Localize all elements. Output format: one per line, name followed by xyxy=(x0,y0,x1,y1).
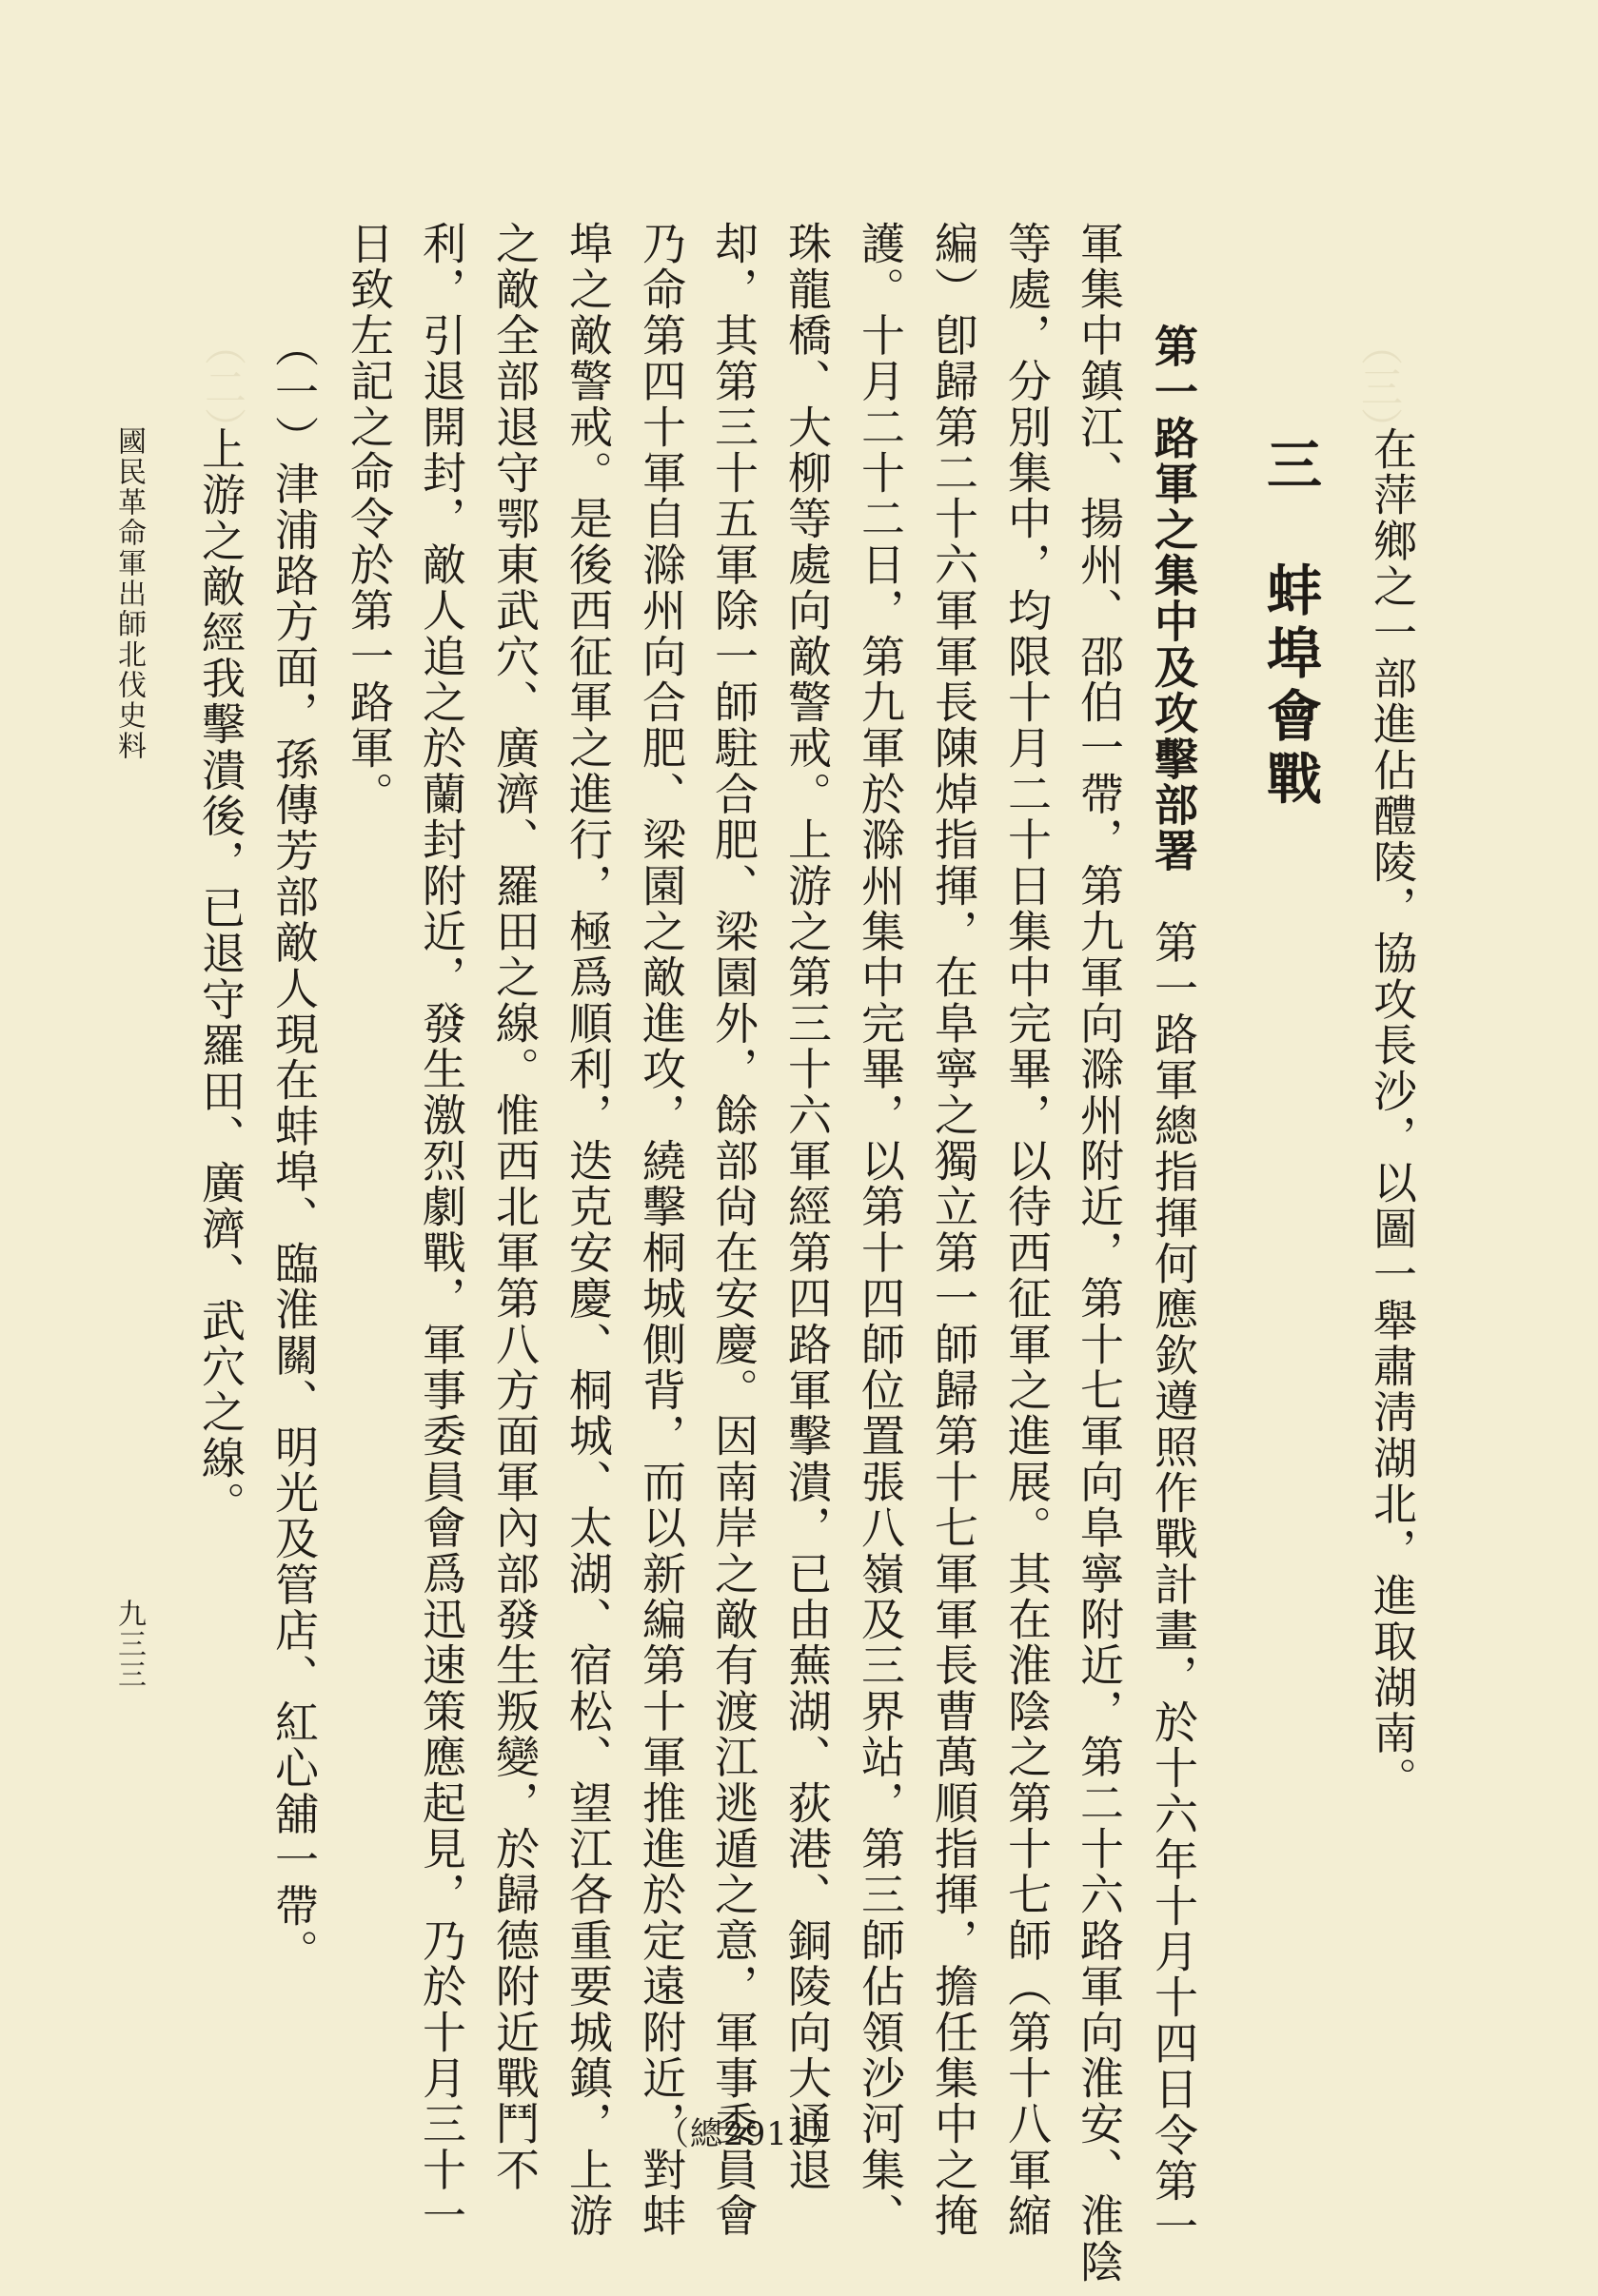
column-text: 護。十月二十二日，第九軍於滁州集中完畢，以第十四師位置張八嶺及三界站，第三師佔領沙河集、 xyxy=(855,221,906,2239)
column-text: 上游之敵經我擊潰後，已退守羅田、廣濟、武穴之線。 xyxy=(195,426,247,1527)
footer-page-number: 九三三 xyxy=(112,1599,146,1690)
column-text: 却，其第三十五軍除一師駐合肥、梁園外，餘部尙在安慶。因南岸之敵有渡江逃遁之意，軍事委員會 xyxy=(708,221,760,2239)
section-heading xyxy=(1257,436,1322,813)
column-text: 珠龍橋、大柳等處向敵警戒。上游之第三十六軍經第四路軍擊潰，已由蕪湖、荻港、銅陵向大通退 xyxy=(781,221,833,2193)
column-text: 埠之敵警戒。是後西征軍之進行，極爲順利，迭克安慶、桐城、太湖、宿松、望江各重要城鎮，上游 xyxy=(562,221,614,2239)
column-text: 編）卽歸第二十六軍軍長陳焯指揮，在阜寧之獨立第一師歸第十七軍軍長曹萬順指揮，擔任集中之掩 xyxy=(928,221,979,2239)
bleed-through-text: （二） xyxy=(197,324,246,449)
column-text: 軍集中鎮江、揚州、邵伯一帶，第九軍向滁州附近，第十七軍向阜寧附近，第二十六路軍向淮安、淮陰 xyxy=(1074,221,1125,2285)
column-text: 乃命第四十軍自滁州向合肥、梁園之敵進攻，繞擊桐城側背，而以新編第十軍推進於定遠附近，對蚌 xyxy=(636,221,687,2239)
text-column-7 xyxy=(855,221,906,2239)
text-column-6 xyxy=(928,221,979,2239)
text-column-9 xyxy=(708,221,760,2239)
column-text: 三 蚌埠會戰 xyxy=(1257,436,1322,813)
text-column-8 xyxy=(781,221,833,2193)
footer-book-title: 國民革命軍出師北伐史料 xyxy=(112,426,146,761)
text-column-10 xyxy=(636,221,687,2239)
text-column-11 xyxy=(562,221,614,2239)
column-text: 日致左記之命令於第一路軍。 xyxy=(344,221,395,817)
column-text: 在萍鄉之一部進佔醴陵，協攻長沙，以圖一舉肅淸湖北，進取湖南。 xyxy=(1367,426,1418,1802)
text-column-13 xyxy=(416,221,467,2239)
column-text: （一）津浦路方面，孫傳芳部敵人現在蚌埠、臨淮關、明光及管店、紅心舖一帶。 xyxy=(268,324,320,1975)
bold-lead-phrase: 第一路軍之集中及攻擊部署 xyxy=(1148,324,1199,874)
text-column-14 xyxy=(344,221,395,817)
text-column-4 xyxy=(1074,221,1125,2285)
text-column-5 xyxy=(1001,221,1053,2239)
column-text: 第一路軍總指揮何應欽遵照作戰計畫，於十六年十月十四日令第一 xyxy=(1148,873,1199,2250)
text-column-15 xyxy=(268,324,320,1975)
text-column-16 xyxy=(195,426,247,1527)
column-text: 利，引退開封，敵人追之於蘭封附近，發生激烈劇戰，軍事委員會爲迅速策應起見，乃於十月三十一 xyxy=(416,221,467,2239)
text-column-3 xyxy=(1148,324,1199,2250)
column-text: 之敵全部退守鄂東武穴、廣濟、羅田之線。惟西北軍第八方面軍內部發生叛變，於歸德附近戰鬥不 xyxy=(489,221,541,2193)
bleed-through-text: （三） xyxy=(1353,324,1402,449)
text-column-1 xyxy=(1367,426,1418,1802)
column-text: 等處，分別集中，均限十月二十日集中完畢，以待西征軍之進展。其在淮陰之第十七師（第十八軍縮 xyxy=(1001,221,1053,2239)
text-column-12 xyxy=(489,221,541,2193)
total-page-number: （總2911） xyxy=(657,2115,843,2153)
